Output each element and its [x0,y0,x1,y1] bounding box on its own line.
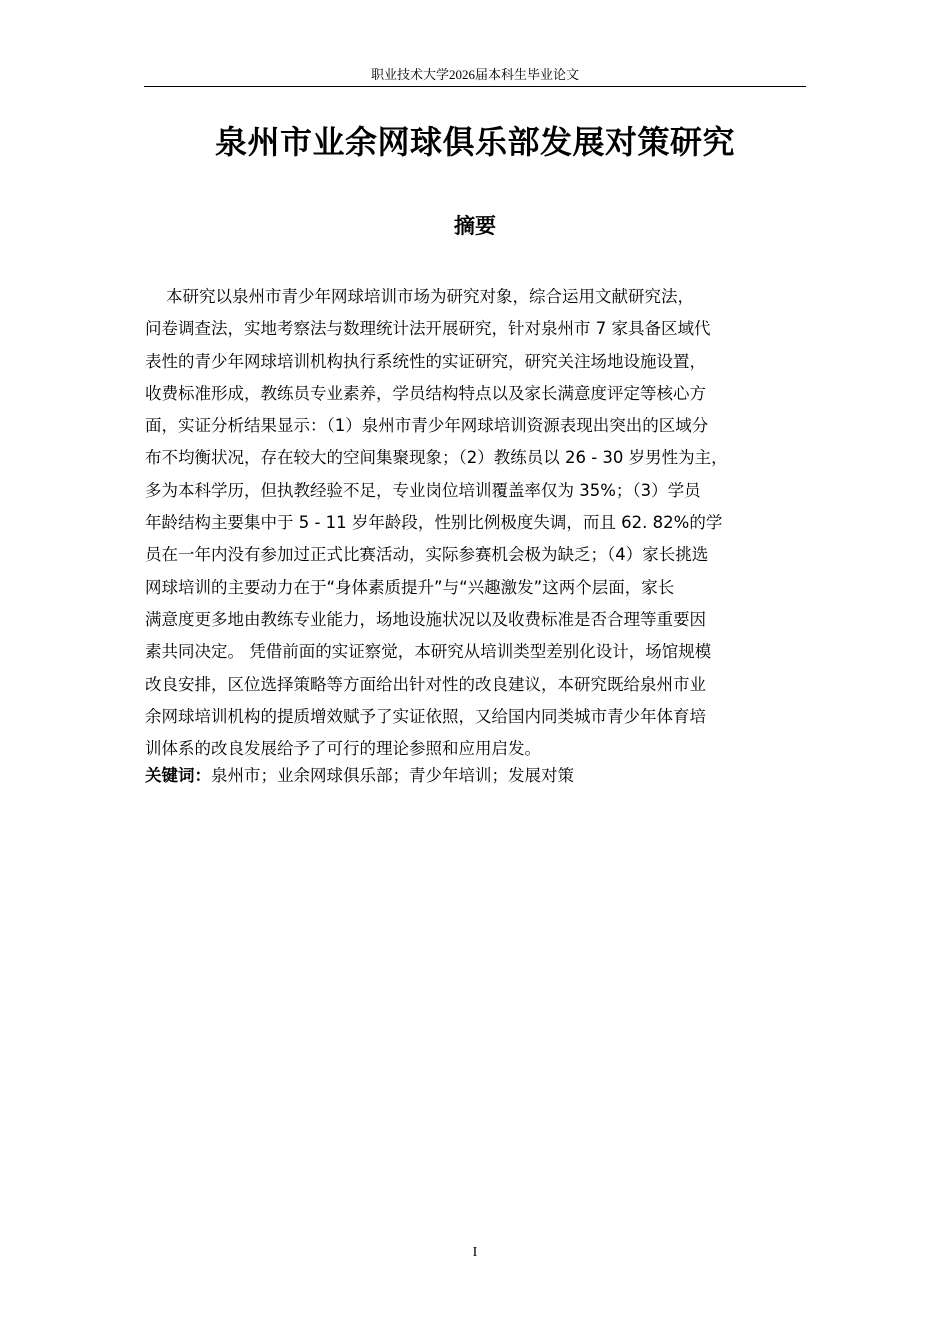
running-header: 职业技术大学2026届本科生毕业论文 [144,64,806,87]
keywords [145,762,815,790]
abstract-line: 满意度更多地由教练专业能力，场地设施状况以及收费标准是否合理等重要因 [145,609,706,629]
abstract-line: 网球培训的主要动力在于“身体素质提升”与“兴趣激发”这两个层面，家长 [145,577,675,597]
keywords-label: 关键词： [145,766,211,785]
abstract-line: 面，实证分析结果显示：（1）泉州市青少年网球培训资源表现出突出的区域分 [145,416,709,436]
abstract-line: 素共同决定。 凭借前面的实证察觉，本研究从培训类型差别化设计，场馆规模 [145,642,712,662]
abstract-line: 年龄结构主要集中于 5 - 11 岁年龄段，性别比例极度失调，而且 62. 82%的学 [145,513,723,533]
abstract-line: 员在一年内没有参加过正式比赛活动，实际参赛机会极为缺乏；（4）家长挑选 [145,545,709,565]
abstract-line: 问卷调查法，实地考察法与数理统计法开展研究，针对泉州市 7 家具备区域代 [145,319,711,339]
abstract-body [145,281,825,765]
abstract-line: 本研究以泉州市青少年网球培训市场为研究对象，综合运用文献研究法， [145,287,694,306]
abstract-line: 改良安排，区位选择策略等方面给出针对性的改良建议，本研究既给泉州市业 [145,674,706,694]
abstract-line: 训体系的改良发展给予了可行的理论参照和应用启发。 [145,739,541,759]
abstract-line: 收费标准形成，教练员专业素养，学员结构特点以及家长满意度评定等核心方 [145,383,706,403]
paper-title: 泉州市业余网球俱乐部发展对策研究 [214,123,735,161]
page-number: I [472,1245,478,1260]
abstract-line: 布不均衡状况，存在较大的空间集聚现象；（2）教练员以 26 - 30 岁男性为主， [145,448,728,468]
abstract-line: 多为本科学历，但执教经验不足，专业岗位培训覆盖率仅为 35%；（3）学员 [145,480,701,500]
abstract-heading: 摘要 [454,214,496,238]
abstract-line: 表性的青少年网球培训机构执行系统性的实证研究，研究关注场地设施设置， [145,351,706,371]
abstract-line: 余网球培训机构的提质增效赋予了实证依照，又给国内同类城市青少年体育培 [145,706,706,726]
keywords-text: 泉州市；业余网球俱乐部；青少年培训；发展对策 [211,766,574,785]
